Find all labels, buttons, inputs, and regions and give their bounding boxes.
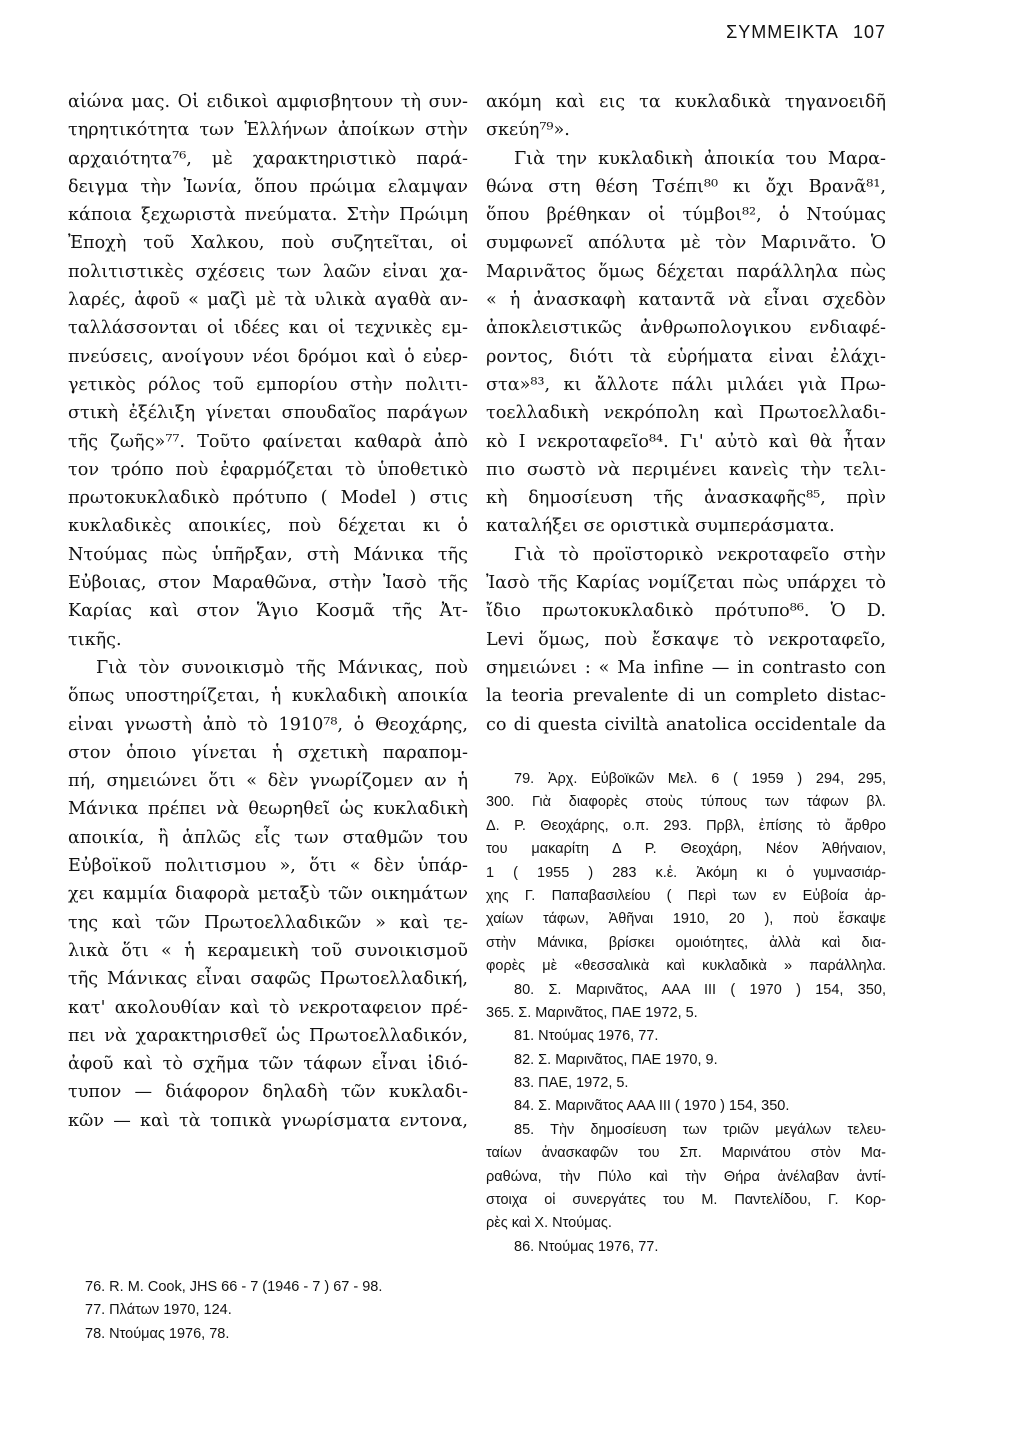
footnote: 80. Σ. Μαρινᾶτος, ΑΑΑ III ( 1970 ) 154, 350,	[514, 981, 886, 998]
running-header-title: ΣΥΜΜΕΙΚΤΑ	[726, 22, 839, 42]
footnote: χαίων τάφων, Ἀθῆναι 1910, 20 ), ποὺ ἔσκαψε	[486, 911, 886, 928]
footnote: ταίων ἀνασκαφῶν του Σπ. Μαρινάτου στὸν Μα-	[486, 1145, 886, 1162]
body-line: τικῆς.	[68, 629, 122, 650]
body-line: ταλλάσσονται οἱ ιδέες και οἱ τεχνικὲς εμ-	[68, 318, 468, 339]
footnote: στοιχα οἱ συνεργάτες του Μ. Παντελίδου, Γ. Κορ-	[486, 1192, 886, 1209]
body-line: συμφωνεῖ απόλυτα μὲ τὸν Μαρινᾶτο. Ὁ	[486, 233, 886, 254]
body-line: καταλήξει σε οριστικὰ συμπεράσματα.	[486, 516, 835, 537]
body-line: κῶν — καὶ τὰ τοπικὰ γνωρίσματα εντονα,	[68, 1110, 468, 1131]
footnote: 81. Ντούμας 1976, 77.	[514, 1028, 659, 1045]
body-line: τῆς Μάνικας εἶναι σαφῶς Πρωτοελλαδική,	[68, 969, 468, 990]
footnote: 365. Σ. Μαρινᾶτος, ΠΑΕ 1972, 5.	[486, 1004, 698, 1021]
running-header	[726, 22, 886, 43]
body-line: ακόμη καὶ εις τα κυκλαδικὰ τηγανοειδῆ	[486, 92, 886, 112]
body-line: Εὐβοϊκοῦ πολιτισμου », ὅτι « δὲν ὑπάρ-	[68, 856, 468, 877]
body-line: κυκλαδικὲς αποικίες, ποὺ δέχεται κι ὁ	[68, 516, 468, 537]
body-line: πνεύσεις, ανοίγουν νέοι δρόμοι καὶ ὁ εὐερ-	[68, 346, 468, 367]
footnote: 84. Σ. Μαρινᾶτος ΑΑΑ III ( 1970 ) 154, 350.	[514, 1098, 790, 1115]
body-line: στα»⁸³, κι ἄλλοτε πάλι μιλάει γιὰ Πρω-	[486, 374, 886, 395]
body-line: εἰναι γνωστὴ ἀπὸ τὸ 1910⁷⁸, ὁ Θεοχάρης,	[68, 714, 468, 735]
footnote: χης Γ. Παπαβασιλείου ( Περὶ των εν Εὐβοία ἀρ-	[486, 887, 886, 904]
body-line: Γιὰ την κυκλαδικὴ ἀποικία του Μαρα-	[514, 148, 886, 169]
footnote: στὴν Μάνικα, βρίσκει ομοιότητες, ἀλλὰ καὶ δια-	[486, 934, 886, 951]
body-line: Εὐβοιας, στον Μαραθῶνα, στὴν Ἰασὸ τῆς	[68, 573, 468, 594]
body-line: πρωτοκυκλαδικὸ πρότυπο ( Model ) στις	[68, 488, 468, 509]
body-line: ροντος, διότι τὰ εὑρήματα εἰναι ἐλάχι-	[486, 346, 886, 367]
body-line: αποικία, ἢ ἁπλῶς εἷς των σταθμῶν του	[68, 827, 468, 848]
body-line: δειγμα τὴν Ἰωνία, ὅπου πρώιμα ελαμψαν	[68, 176, 468, 197]
body-line: τηρητικότητα των Ἑλλήνων ἀποίκων στὴν	[68, 120, 468, 141]
footnote: 83. ΠΑΕ, 1972, 5.	[514, 1075, 629, 1092]
body-line: αρχαιότητα⁷⁶, μὲ χαρακτηριστικὸ παρά-	[68, 148, 468, 169]
footnote: 77. Πλάτων 1970, 124.	[85, 1302, 232, 1319]
footnote: 78. Ντούμας 1976, 78.	[85, 1325, 230, 1342]
body-line: Ντούμας πὼς ὑπῆρξαν, στὴ Μάνικα τῆς	[68, 544, 468, 565]
body-line: Γιὰ τὸ προϊστορικὸ νεκροταφεῖο στὴν	[514, 544, 886, 565]
body-line: λικὰ ὅτι « ἡ κεραμεικὴ τοῦ συνοικισμοῦ	[68, 940, 468, 961]
left-footnotes	[85, 1276, 475, 1346]
footnote: φορὲς μὲ «θεσσαλικὰ καὶ κυκλαδικὰ » παράλληλα.	[486, 958, 886, 975]
left-column-body	[68, 88, 468, 1135]
body-line: ἀφοῦ καὶ τὸ σχῆμα τῶν τάφων εἶναι ἰδιό-	[68, 1054, 468, 1075]
footnote: 300. Γιὰ διαφορὲς στοὺς τύπους των τάφων βλ.	[486, 794, 886, 811]
footnote: 1 ( 1955 ) 283 κ.ἑ. Ἀκόμη κι ὁ γυμνασιάρ-	[486, 864, 886, 881]
body-line: κάποια ξεχωριστὰ πνεύματα. Στὴν Πρώιμη	[68, 205, 468, 226]
body-line: πει νὰ χαρακτηρισθεῖ ὡς Πρωτοελλαδικόν,	[68, 1025, 468, 1046]
body-line: ἀποκλειστικῶς ἀνθρωπολογικου ενδιαφέ-	[486, 318, 886, 339]
footnote: του μακαρίτη Δ Ρ. Θεοχάρη, Νέον Ἀθήναιον,	[486, 841, 886, 858]
body-line: λαρές, ἀφοῦ « μαζὶ μὲ τὰ υλικὰ αγαθὰ αν-	[68, 290, 468, 311]
footnote: ραθώνα, τὴν Πύλο καὶ τὴν Θήρα ἀνέλαβαν ἀντί-	[486, 1168, 886, 1185]
body-line: της καὶ τῶν Πρωτοελλαδικῶν » καὶ τε-	[68, 912, 468, 933]
right-footnotes	[486, 768, 886, 1259]
body-line: « ἡ ἀνασκαφὴ καταντᾶ νὰ εἶναι σχεδὸν	[486, 290, 886, 311]
body-line: τυπον — διάφορον δηλαδὴ τῶν κυκλαδι-	[68, 1082, 468, 1103]
body-line: πή, σημειώνει ὅτι « δὲν γνωρίζομεν αν ἡ	[68, 771, 468, 792]
body-line: ὅπου βρέθηκαν οἱ τύμβοι⁸², ὁ Ντούμας	[486, 205, 886, 226]
footnote: ρὲς καὶ Χ. Ντούμας.	[486, 1215, 612, 1232]
body-line: αἰώνα μας. Οἱ ειδικοὶ αμφισβητουν τὴ συν-	[68, 92, 468, 112]
body-line: Ἰασὸ τῆς Καρίας νομίζεται πὼς υπάρχει τὸ	[486, 573, 886, 594]
body-line: κατ' ακολουθίαν καὶ τὸ νεκροταφειον πρέ-	[68, 997, 468, 1018]
body-line: τοελλαδικὴ νεκρόπολη καὶ Πρωτοελλαδι-	[486, 403, 886, 424]
body-line: στικὴ ἐξέλιξη γίνεται σπουδαῖος παράγων	[68, 403, 468, 424]
body-line: τῆς ζωῆς»⁷⁷. Τοῦτο φαίνεται καθαρὰ ἀπὸ	[68, 431, 468, 452]
body-line: στον ὁποιο γίνεται ἡ σχετικὴ παραπομ-	[68, 742, 468, 763]
body-line: γετικὸς ρόλος τοῦ εμπορίου στὴν πολιτι-	[68, 374, 468, 395]
body-line: σκεύη⁷⁹».	[486, 120, 570, 141]
body-line: πολιτιστικὲς σχέσεις των λαῶν εἰναι χα-	[68, 261, 468, 282]
body-line: κὴ δημοσίευση τῆς ἀνασκαφῆς⁸⁵, πρὶν	[486, 488, 886, 509]
body-line: κὸ I νεκροταφεῖο⁸⁴. Γι' αὐτὸ καὶ θὰ ἦταν	[486, 431, 886, 452]
footnote: 86. Ντούμας 1976, 77.	[514, 1238, 659, 1255]
page-number: 107	[852, 22, 886, 42]
body-line: ὅπως υποστηρίζεται, ἡ κυκλαδικὴ αποικία	[68, 686, 468, 707]
body-line: la teoria prevalente di un completo distac-	[486, 686, 886, 707]
footnote: 76. R. M. Cook, JHS 66 - 7 (1946 - 7 ) 67 - 98.	[85, 1279, 383, 1295]
footnote: 85. Τὴν δημοσίευση των τριῶν μεγάλων τελευ-	[514, 1121, 886, 1138]
body-line: Ἐποχὴ τοῦ Χαλκου, ποὺ συζητεῖται, οἱ	[68, 233, 468, 254]
body-line: ἴδιο πρωτοκυκλαδικὸ πρότυπο⁸⁶. Ὁ D.	[486, 601, 886, 622]
body-line: τον τρόπο ποὺ ἐφαρμόζεται τὸ ὑποθετικὸ	[68, 459, 468, 480]
footnote: 82. Σ. Μαρινᾶτος, ΠΑΕ 1970, 9.	[514, 1051, 718, 1068]
right-column-body	[486, 88, 886, 739]
body-line: χει καμμία διαφορὰ μεταξὺ τῶν οικημάτων	[68, 884, 468, 905]
body-line: πιο σωστὸ νὰ περιμένει κανεὶς τὴν τελι-	[486, 459, 886, 480]
body-line: co di questa civiltà anatolica occidentale da	[486, 714, 886, 735]
body-line: θώνα στη θέση Τσέπι⁸⁰ κι ὄχι Βρανᾶ⁸¹,	[486, 176, 886, 197]
body-line: Γιὰ τὸν συνοικισμὸ τῆς Μάνικας, ποὺ	[96, 657, 468, 678]
body-line: Levi ὅμως, ποὺ ἔσκαψε τὸ νεκροταφεῖο,	[486, 629, 886, 650]
body-line: σημειώνει : « Ma infine — in contrasto con	[486, 657, 886, 678]
body-line: Μαρινᾶτος ὅμως δέχεται παράλληλα πὼς	[486, 261, 886, 282]
body-line: Καρίας καὶ στον Ἅγιο Κοσμᾶ τῆς Ἀτ-	[68, 601, 468, 622]
body-line: Μάνικα πρέπει νὰ θεωρηθεῖ ὡς κυκλαδικὴ	[68, 799, 468, 820]
footnote: Δ. Ρ. Θεοχάρης, ο.π. 293. Πρβλ, ἐπίσης τὸ ἄρθρο	[486, 817, 886, 834]
footnote: 79. Ἀρχ. Εὐβοϊκῶν Μελ. 6 ( 1959 ) 294, 295,	[514, 771, 886, 787]
